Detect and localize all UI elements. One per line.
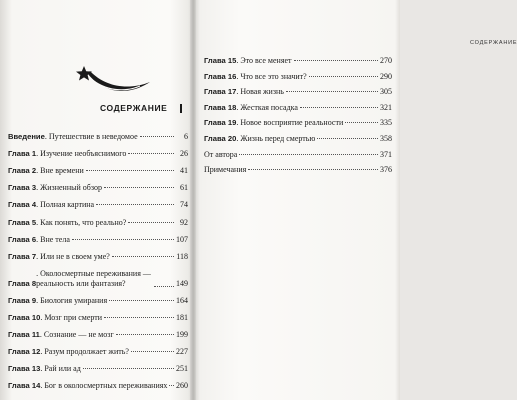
chapter-title: . Путешествие в неведомое <box>44 132 138 141</box>
chapter-title: . Мозг при смерти <box>40 313 103 322</box>
dot-leader <box>309 76 378 77</box>
toc-entry <box>204 165 392 174</box>
dot-leader <box>128 153 174 154</box>
toc-entry <box>8 364 188 373</box>
toc-entry <box>8 183 188 192</box>
chapter-title: . Что все это значит? <box>236 71 307 81</box>
toc-entry <box>8 166 188 175</box>
chapter-title: . Вне тела <box>36 234 70 244</box>
toc-entry <box>8 269 188 289</box>
dot-leader <box>248 169 378 170</box>
toc-heading: СОДЕРЖАНИЕ <box>100 103 168 113</box>
chapter-title: . Вне времени <box>36 166 84 176</box>
toc-entry <box>204 103 392 112</box>
dot-leader <box>104 317 174 318</box>
chapter-title: . Как понять, что реально? <box>36 217 127 227</box>
chapter-label: Глава 10 <box>8 313 41 322</box>
dot-leader <box>300 107 378 108</box>
page-number: 181 <box>176 313 188 322</box>
chapter-label: Глава 17 <box>204 87 237 97</box>
dot-leader <box>154 286 174 287</box>
chapter-title: . Разум продолжает жить? <box>40 347 129 357</box>
chapter-title: . Рай или ад <box>40 364 81 374</box>
page-number: 270 <box>380 56 392 65</box>
chapter-title: . Новое восприятие реальности <box>236 118 344 128</box>
dot-leader <box>317 138 378 139</box>
toc-entry <box>8 313 188 322</box>
running-head: СОДЕРЖАНИЕ <box>470 40 517 46</box>
toc-entry <box>8 381 188 390</box>
heading-bar <box>180 104 182 113</box>
dot-leader <box>86 170 174 171</box>
chapter-label: Глава 12 <box>8 347 41 357</box>
chapter-label: От автора <box>204 149 238 159</box>
chapter-label: Глава 4 <box>8 200 37 210</box>
toc-entry <box>8 218 188 227</box>
page-number: 107 <box>176 234 188 244</box>
page-number: 376 <box>380 165 392 175</box>
chapter-title: . Полная картина <box>36 200 95 210</box>
page-number: 61 <box>180 183 188 193</box>
chapter-label: Глава 16 <box>204 71 237 81</box>
toc-entry <box>8 200 188 209</box>
dot-leader <box>286 91 378 92</box>
chapter-title: . Жесткая посадка <box>236 102 298 112</box>
dot-leader <box>294 60 378 61</box>
chapter-label: Глава 20 <box>204 134 237 143</box>
dot-leader <box>83 368 174 369</box>
page-number: 371 <box>380 149 392 159</box>
toc-entry <box>8 330 188 339</box>
toc-entry <box>8 235 188 244</box>
page-number: 74 <box>180 200 188 210</box>
chapter-label: Глава 5 <box>8 217 37 227</box>
chapter-title: . Околосмертные переживания — реальность или фантазия? <box>36 268 151 288</box>
chapter-title: . Это все меняет <box>236 56 292 65</box>
page-number: 260 <box>176 381 188 391</box>
dot-leader <box>96 204 174 205</box>
toc-entry <box>204 118 392 127</box>
chapter-label: Введение <box>8 132 45 141</box>
dot-leader <box>116 334 174 335</box>
dot-leader <box>104 187 174 188</box>
chapter-title: . Бог в околосмертных переживаниях <box>40 381 168 391</box>
page-number: 92 <box>180 217 188 227</box>
chapter-label: Глава 14 <box>8 381 41 391</box>
dot-leader <box>169 385 174 386</box>
chapter-label: Глава 2 <box>8 166 37 176</box>
chapter-title: . Жизнь перед смертью <box>236 134 316 143</box>
dot-leader <box>239 154 378 155</box>
toc-entry <box>204 56 392 65</box>
chapter-label: Глава 11 <box>8 330 40 340</box>
chapter-label: Глава 1 <box>8 149 37 159</box>
page-number: 290 <box>380 71 392 81</box>
page-number: 26 <box>180 149 188 159</box>
toc-entry <box>204 150 392 159</box>
page-number: 118 <box>176 251 188 261</box>
toc-entry <box>8 132 188 141</box>
left-page <box>0 0 190 400</box>
chapter-label: Глава 7 <box>8 251 37 261</box>
dot-leader <box>345 122 378 123</box>
dot-leader <box>112 256 174 257</box>
toc-entry <box>204 87 392 96</box>
dot-leader <box>128 222 174 223</box>
chapter-title: . Биология умирания <box>36 295 108 305</box>
chapter-label: Примечания <box>204 165 247 175</box>
page-number: 41 <box>180 166 188 176</box>
toc-entry <box>8 347 188 356</box>
chapter-title: . Или не в своем уме? <box>36 251 110 261</box>
chapter-label: Глава 9 <box>8 295 37 305</box>
chapter-label: Глава 15 <box>204 56 237 65</box>
chapter-label: Глава 6 <box>8 234 37 244</box>
page-number: 164 <box>176 295 188 305</box>
page-number: 358 <box>380 134 392 143</box>
page-number: 227 <box>176 347 188 357</box>
toc-entry <box>8 149 188 158</box>
chapter-label: Глава 8 <box>8 278 37 288</box>
shooting-star-icon <box>74 58 154 98</box>
chapter-title: . Новая жизнь <box>236 87 284 97</box>
toc-entry <box>204 72 392 81</box>
page-number: 321 <box>380 102 392 112</box>
chapter-title: . Жизненный обзор <box>36 183 102 193</box>
page-number: 6 <box>184 132 188 141</box>
page-number: 305 <box>380 87 392 97</box>
page-number: 199 <box>176 330 188 340</box>
page-number: 335 <box>380 118 392 128</box>
chapter-title: . Сознание — не мозг <box>39 330 114 340</box>
right-page <box>196 0 517 400</box>
chapter-title: . Изучение необъяснимого <box>36 149 127 159</box>
chapter-label: Глава 18 <box>204 102 237 112</box>
chapter-label: Глава 13 <box>8 364 41 374</box>
chapter-label: Глава 19 <box>204 118 237 128</box>
dot-leader <box>140 136 174 137</box>
chapter-label: Глава 3 <box>8 183 37 193</box>
page-number: 149 <box>176 278 188 288</box>
dot-leader <box>109 300 174 301</box>
toc-entry <box>8 252 188 261</box>
toc-entry <box>8 296 188 305</box>
toc-entry <box>204 134 392 143</box>
page-number: 251 <box>176 364 188 374</box>
dot-leader <box>72 239 174 240</box>
dot-leader <box>131 351 174 352</box>
